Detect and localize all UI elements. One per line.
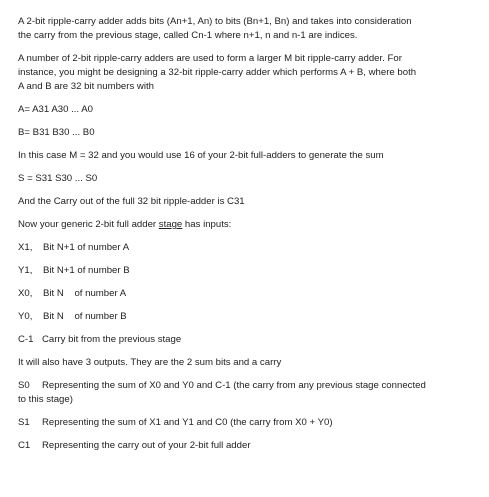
a-definition: A= A31 A30 ... A0	[18, 104, 93, 115]
input-desc: Bit N of number B	[43, 311, 127, 322]
input-desc: Bit N+1 of number A	[43, 242, 130, 253]
larger-adder-paragraph	[18, 52, 480, 94]
output-line-1	[18, 379, 480, 393]
input-row-x1	[18, 241, 480, 255]
intro-line-2: the carry from the previous stage, called Cn-1 where n+1, n and n-1 are indices.	[18, 30, 358, 41]
input-desc: Bit N+1 of number B	[43, 265, 130, 276]
input-desc: Bit N of number A	[43, 288, 127, 299]
inputs-intro-pre: Now your generic 2-bit full adder	[18, 219, 159, 230]
output-desc: Representing the sum of X1 and Y1 and C0 (the carry from X0 + Y0)	[42, 417, 333, 428]
output-row-s0	[18, 379, 480, 407]
output-desc: Representing the sum of X0 and Y0 and C-1 (the carry from any previous stage connected	[42, 380, 426, 391]
larger-line-1: A number of 2-bit ripple-carry adders are used to form a larger M bit ripple-carry adder. For	[18, 53, 402, 64]
document-page	[18, 15, 480, 462]
output-row-s1	[18, 416, 480, 430]
input-name: X0,	[18, 288, 33, 299]
output-name: C1	[18, 440, 31, 451]
input-desc: Carry bit from the previous stage	[42, 334, 182, 345]
larger-line-2: instance, you might be designing a 32-bit ripple-carry adder which performs A + B, where both	[18, 67, 417, 78]
input-row-y0	[18, 310, 480, 324]
intro-paragraph	[18, 15, 480, 43]
input-name: Y0,	[18, 311, 33, 322]
output-line-2: to this stage)	[18, 394, 73, 405]
inputs-intro-post: has inputs:	[182, 219, 232, 230]
output-desc: Representing the carry out of your 2-bit full adder	[42, 440, 251, 451]
input-row-c-1	[18, 333, 480, 347]
input-name: C-1	[18, 334, 34, 345]
input-name: X1,	[18, 242, 33, 253]
larger-line-3: A and B are 32 bit numbers with	[18, 81, 154, 92]
carry-out-paragraph: And the Carry out of the full 32 bit ripple-adder is C31	[18, 196, 245, 207]
outputs-intro: It will also have 3 outputs. They are the 2 sum bits and a carry	[18, 357, 282, 368]
s-definition: S = S31 S30 ... S0	[18, 173, 98, 184]
output-row-c1	[18, 439, 480, 453]
input-row-y1	[18, 264, 480, 278]
output-name: S1	[18, 417, 30, 428]
stage-underlined: stage	[158, 219, 183, 230]
case-m-paragraph: In this case M = 32 and you would use 16 of your 2-bit full-adders to generate the sum	[18, 150, 384, 161]
intro-line-1: A 2-bit ripple-carry adder adds bits (An+1, An) to bits (Bn+1, Bn) and takes into consideration	[18, 16, 412, 27]
output-name: S0	[18, 380, 30, 391]
b-definition: B= B31 B30 ... B0	[18, 127, 95, 138]
input-name: Y1,	[18, 265, 33, 276]
inputs-intro	[18, 218, 480, 232]
input-row-x0	[18, 287, 480, 301]
